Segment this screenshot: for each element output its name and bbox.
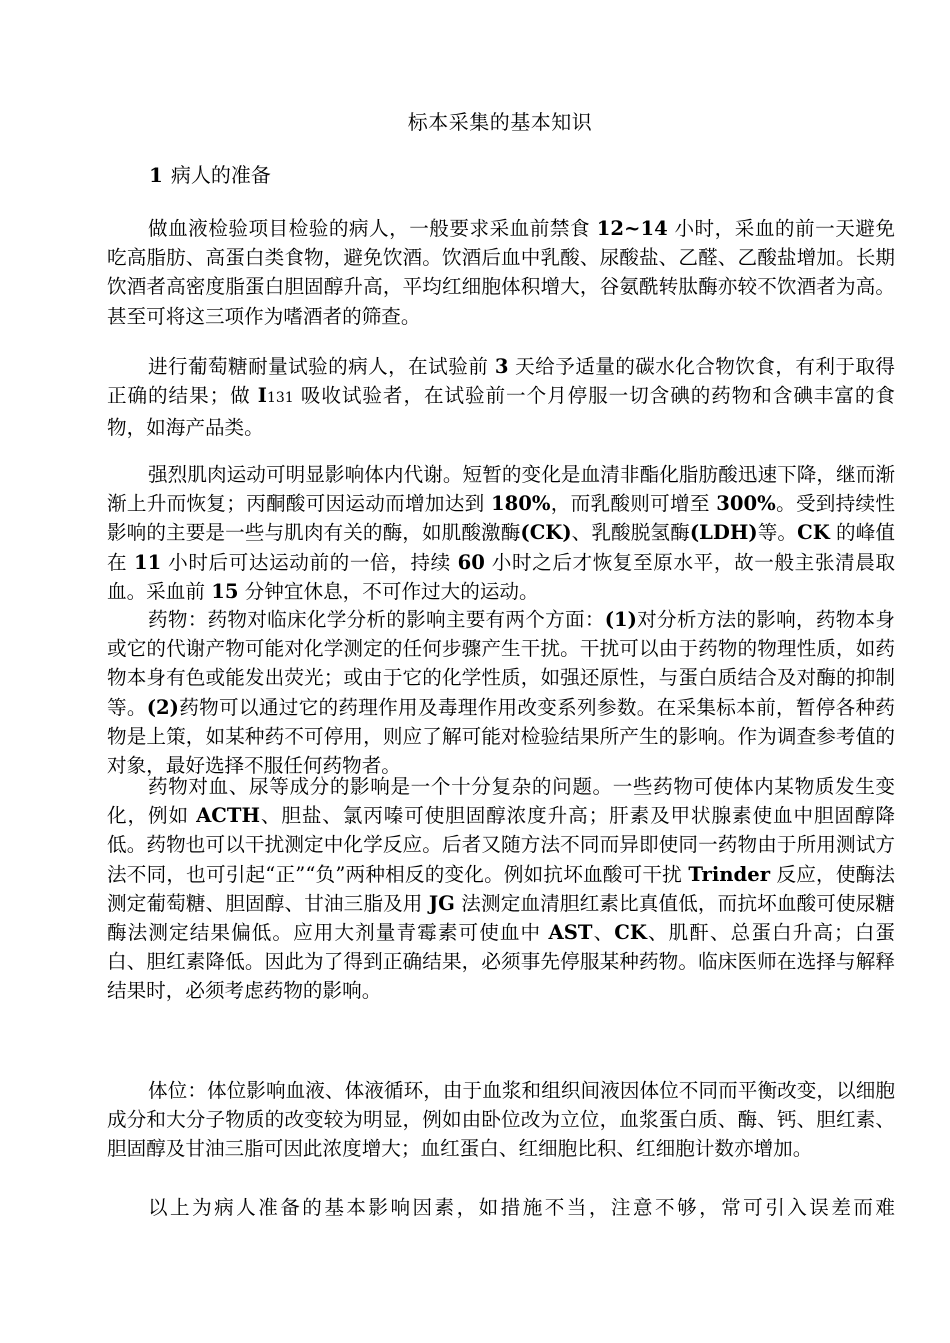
paragraph-fasting: 做血液检验项目检验的病人，一般要求采血前禁食 12~14 小时，采血的前一天避免吃高脂肪、高蛋白类食物，避免饮酒。饮酒后血中乳酸、尿酸盐、乙醛、乙酸盐增加。长期饮酒者高密度脂蛋白胆固醇升高，平均红细胞体积增大，谷氨酰转肽酶亦较不饮酒者为高。甚至可将这三项作为嗜酒者的筛查。 (107, 217, 895, 328)
paragraph-drug-effects: 药物对血、尿等成分的影响是一个十分复杂的问题。一些药物可使体内某物质发生变化，例如 ACTH、胆盐、氯丙嗪可使胆固醇浓度升高；肝素及甲状腺素使血中胆固醇降低。药物也可以干扰测定中化学反应。后者又随方法不同而异即使同一药物由于所用测试方法不同，也可引起“正”“负”两种相反的变化。例如抗坏血酸可干扰 Trinder 反应，使酶法测定葡萄糖、胆固醇、甘油三脂及用 JG 法测定血清胆红素比真值低，而抗坏血酸可使尿糖酶法测定结果偏低。应用大剂量青霉素可使血中 AST、CK、肌酐、总蛋白升高；白蛋白、胆红素降低。因此为了得到正确结果，必须事先停服某种药物。临床医师在选择与解释结果时，必须考虑药物的影响。 (107, 775, 896, 1003)
section-heading (149, 161, 271, 189)
paragraph-summary: 以上为病人准备的基本影响因素，如措施不当，注意不够，常可引入误差而难 (148, 1196, 895, 1219)
paragraph-glucose-tolerance: 进行葡萄糖耐量试验的病人，在试验前 3 天给予适量的碳水化合物饮食，有利于取得正确的结果；做 I131 吸收试验者，在试验前一个月停服一切含碘的药物和含碘丰富的食物，如海产品类。 (107, 355, 895, 440)
document-title: 标本采集的基本知识 (407, 110, 593, 134)
section-number: 1 (149, 163, 163, 187)
paragraph-exercise: 强烈肌肉运动可明显影响体内代谢。短暂的变化是血清非酯化脂肪酸迅速下降，继而渐渐上升而恢复；丙酮酸可因运动而增加达到 180%，而乳酸则可增至 300%。受到持续性影响的主要是一些与肌肉有关的酶，如肌酸激酶(CK)、乳酸脱氢酶(LDH)等。CK 的峰值在 11 小时后可达运动前的一倍，持续 60 小时之后才恢复至原水平，故一般主张清晨取血。采血前 15 分钟宜休息，不可作过大的运动。 (107, 463, 896, 603)
paragraph-posture: 体位：体位影响血液、体液循环，由于血浆和组织间液因体位不同而平衡改变，以细胞成分和大分子物质的改变较为明显，例如由卧位改为立位，血浆蛋白质、酶、钙、胆红素、胆固醇及甘油三脂可因此浓度增大；血红蛋白、红细胞比积、红细胞计数亦增加。 (107, 1079, 895, 1161)
paragraph-drugs: 药物：药物对临床化学分析的影响主要有两个方面：(1)对分析方法的影响，药物本身或它的代谢产物可能对化学测定的任何步骤产生干扰。干扰可以由于药物的物理性质，如药物本身有色或能发出荧光；或由于它的化学性质，如强还原性，与蛋白质结合及对酶的抑制等。(2)药物可以通过它的药理作用及毒理作用改变系列参数。在采集标本前，暂停各种药物是上策，如某种药不可停用，则应了解可能对检验结果所产生的影响。作为调查参考值的对象，最好选择不服任何药物者。 (107, 608, 896, 778)
section-heading-text: 病人的准备 (170, 163, 271, 187)
